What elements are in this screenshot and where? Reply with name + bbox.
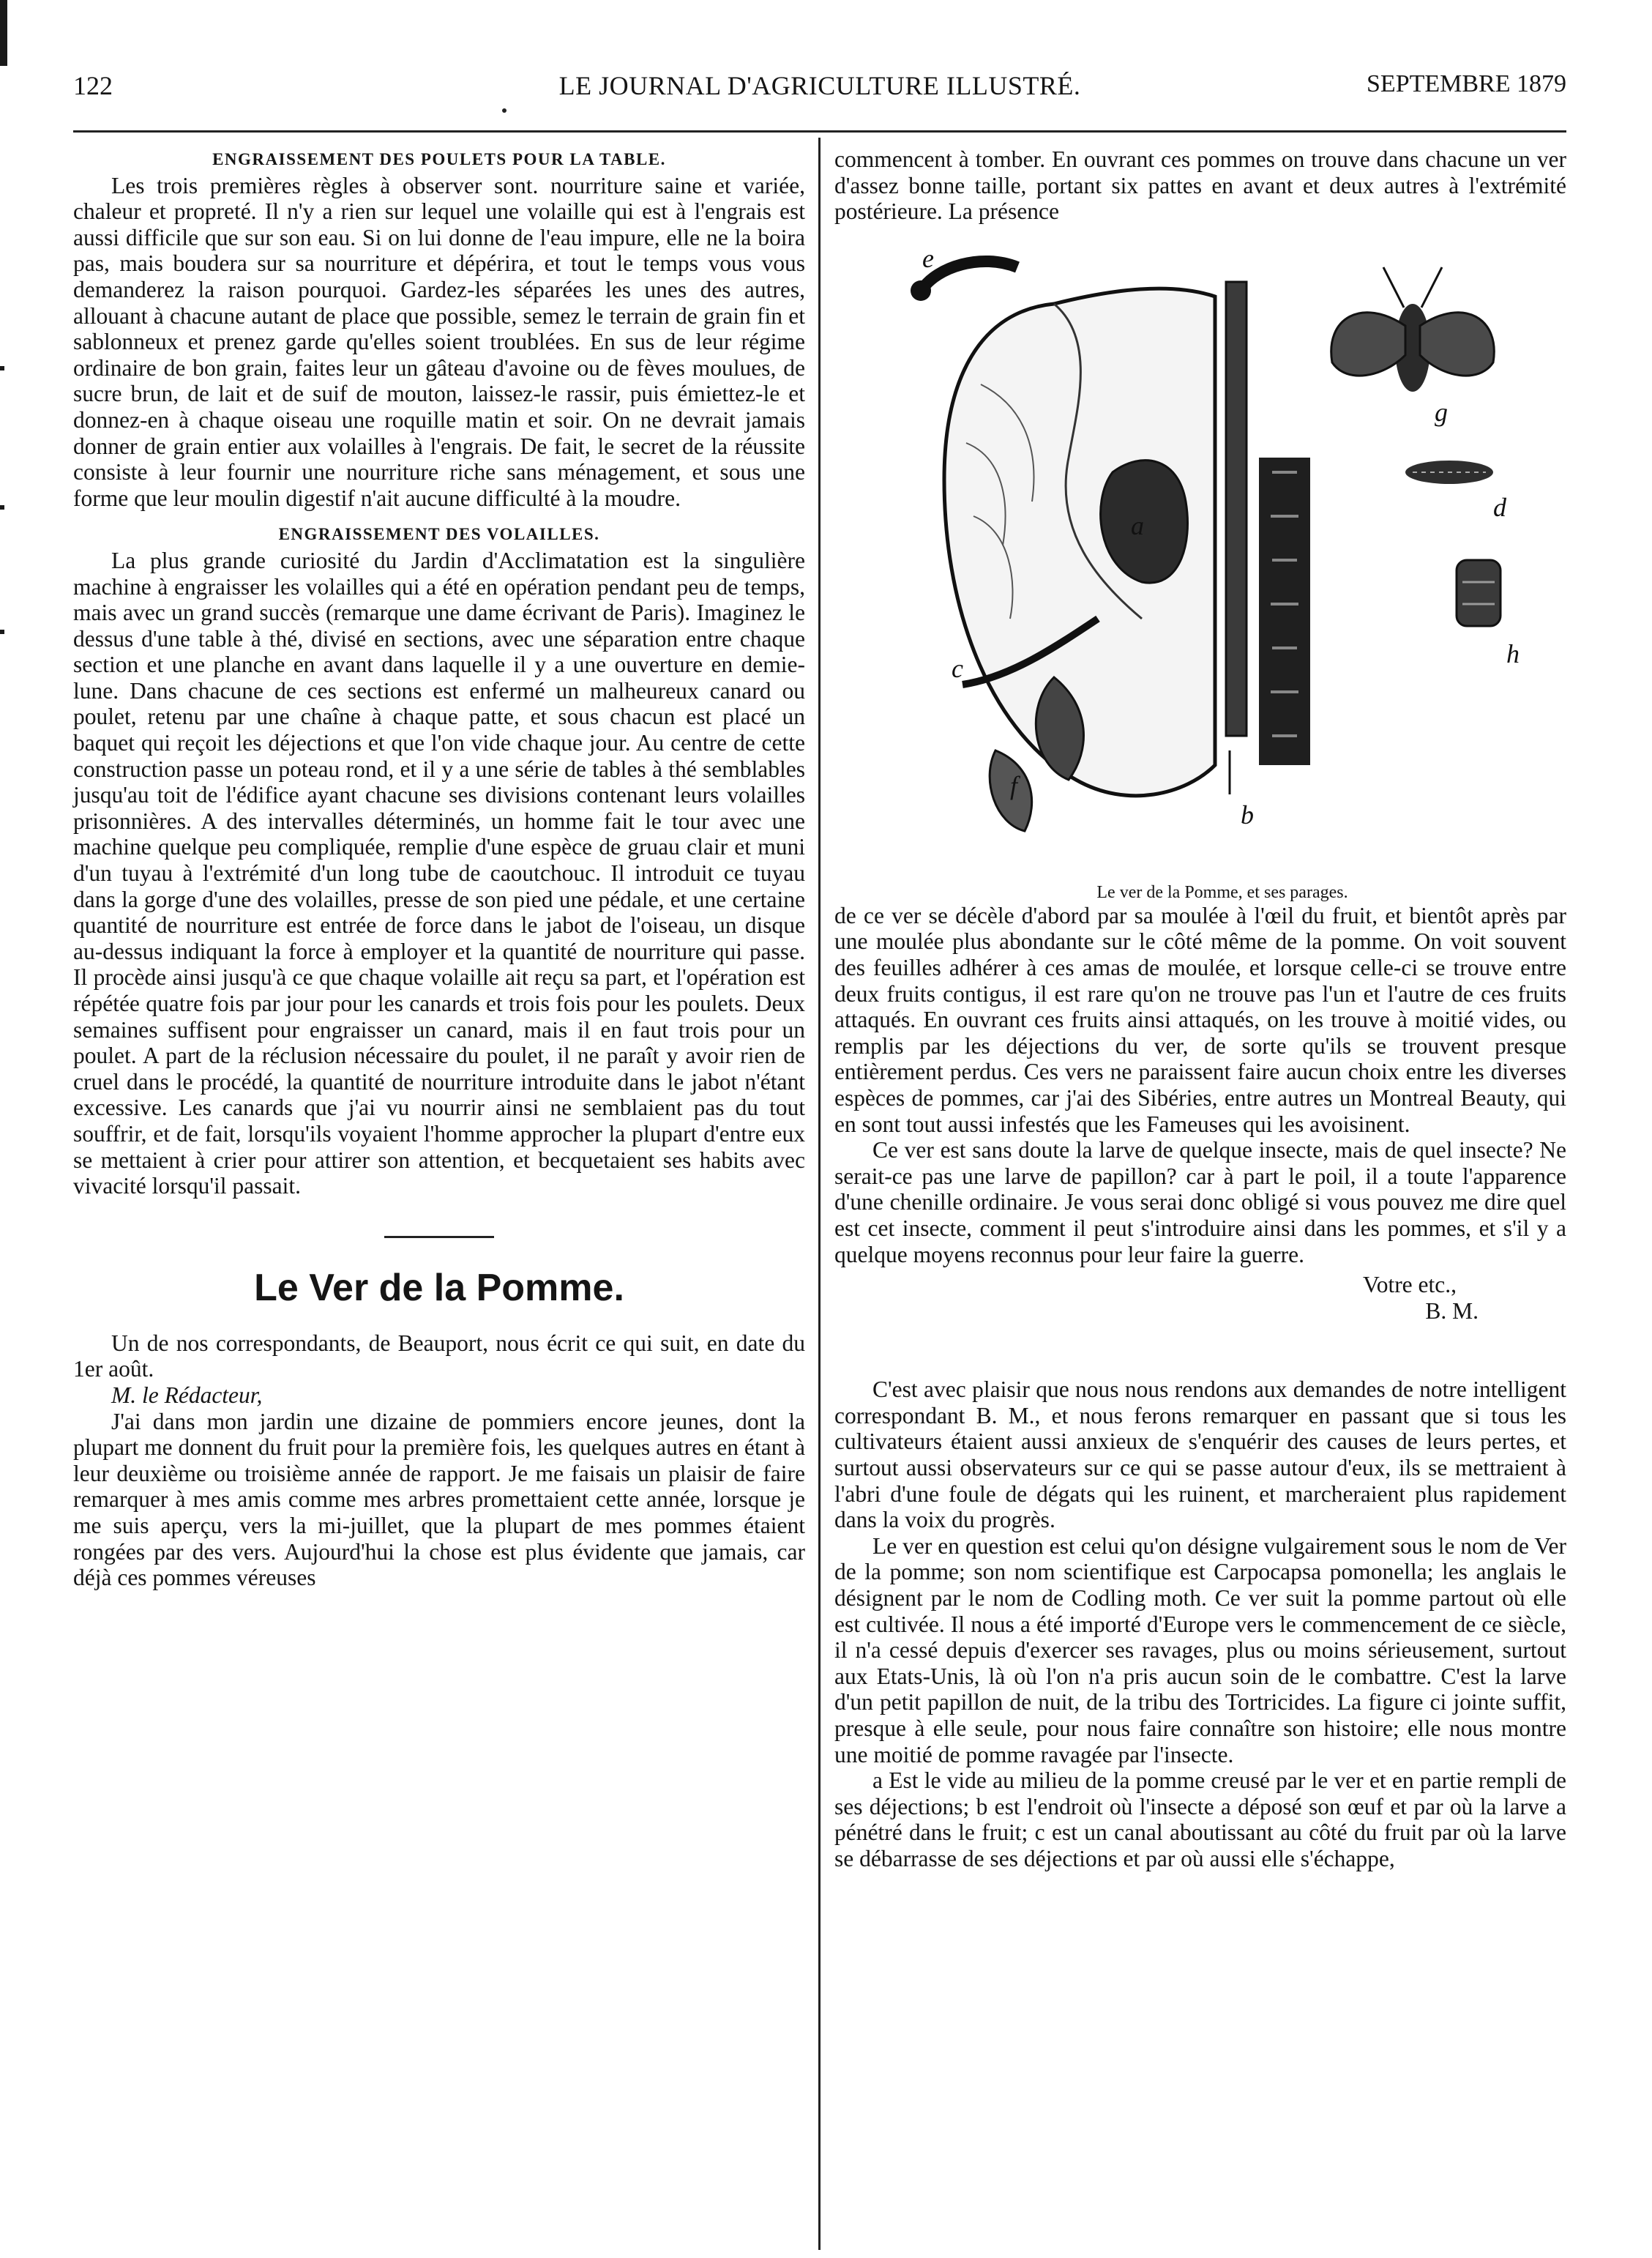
paragraph: C'est avec plaisir que nous nous rendons aux demandes de notre intelligent correspondant B. M., et nous ferons remarquer en passant que si tous les cultivateurs étaient aussi anxieux de s'enquérir des causes de leurs pertes, et surtout aussi observateurs sur ce qui se passe autour d'eux, ils se mettraient à l'abri d'une foule de dégats qui les ruinent, et marcheraient plus rapidement dans la voix du progrès. (834, 1376, 1566, 1533)
spacer (834, 1324, 1566, 1376)
paragraph: Le ver en question est celui qu'on désigne vulgairement sous le nom de Ver de la pomme; son nom scientifique est Carpocapsa pomonella; les anglais le désignent par le nom de Codling moth. Ce ver suit la pomme partout où elle est cultivée. Il nous a été importé d'Europe vers le commencement de ce siècle, il n'a cessé depuis d'exercer ses ravages, plus ou moins sérieusement, surtout aux Etats-Unis, là où l'on n'a pris aucun soin de le combattre. C'est la larve d'un petit papillon de nuit, de la tribu des Tortricides. La figure ci jointe suffit, presque à elle seule, pour nous faire connaître son histoire; elle nous montre une moitié de pomme ravagée par l'insecte. (834, 1532, 1566, 1767)
paragraph: Ce ver est sans doute la larve de quelque insecte, mais de quel insecte? Ne serait-ce pas une larve de papillon? car à part le poil, il a toute l'apparence d'une chenille ordinaire. Je vous serai donc obligé si vous pouvez me dire quel est cet insecte, comment il peut s'introduire ainsi dans les pommes, et s'il y a quelque moyens reconnus pour leur faire la guerre. (834, 1137, 1566, 1267)
column-rule (818, 138, 821, 2250)
figure-label-f: f (1010, 770, 1018, 800)
page-edge-mark (0, 505, 4, 510)
figure-label-g: g (1435, 397, 1448, 427)
issue-date: SEPTEMBRE 1879 (1367, 70, 1566, 97)
figure-label-a: a (1131, 510, 1144, 540)
paragraph: a Est le vide au milieu de la pomme creusé par le ver et en partie rempli de ses déjections; b est l'endroit où l'insecte a déposé son œuf et par où la larve a pénétré dans le fruit; c est un canal aboutissant au côté du fruit par où la larve se débarrasse de ses déjections et par où aussi elle s'échappe, (834, 1767, 1566, 1871)
paragraph: La plus grande curiosité du Jardin d'Acclimatation est la singulière machine à engraisser les volailles qui a été en opération pendant peu de temps, mais avec un grand succès (remarque une dame écrivant de Paris). Imaginez le dessus d'une table à thé, divisé en sections, avec une séparation entre chaque section et une planche en avant dans laquelle il y a une ouverture en demie-lune. Dans chacune de ces sections est enfermé un malheureux canard ou poulet, retenu par une chaîne à chaque patte, et sous chacun est placé un baquet qui reçoit les déjections et que l'on vide chaque jour. Au centre de cette construction passe un poteau rond, et il y a une série de tables à thé semblables jusqu'au toit de l'édifice ayant chacune ses divisions contenant leurs volailles prisonnières. A des intervalles déterminés, un homme fait le tour avec une machine quelque peu compliquée, remplie d'une espèce de gruau clair et muni d'un tuyau à l'extrémité d'un long tube de caoutchouc. Il introduit ce tuyau dans la gorge d'une des volailles, presse de son pied une pédale, et une certaine quantité de nourriture est entrée de force dans le jabot de l'oiseau, un disque au-dessus indiquant la force à employer et la quantité de nourriture qui passe. Il procède ainsi jusqu'à ce que chaque volaille ait reçu sa part, et l'opération est répétée quatre fois par jour pour les canards et trois fois pour les poulets. Deux semaines suffisent pour engraisser un canard, mais il en faut trois pour un poulet. A part de la réclusion nécessaire du poulet, il ne paraît y avoir rien de cruel dans le procédé, la quantité de nourriture introduite dans le jabot n'étant excessive. Les canards que j'ai vu nourrir ainsi ne semblaient pas du tout souffrir, et de fait, lorsqu'ils voyaient l'homme approcher la plupart d'entre eux se mettaient à crier pour attirer son attention, et becquetaient ses habits avec vivacité lorsqu'il passait. (73, 547, 805, 1199)
letter-salutation: M. le Rédacteur, (111, 1382, 263, 1408)
journal-title: LE JOURNAL D'AGRICULTURE ILLUSTRÉ. (558, 71, 1081, 100)
section-heading: ENGRAISSEMENT DES VOLAILLES. (278, 525, 600, 544)
paragraph: J'ai dans mon jardin une dizaine de pommiers encore jeunes, dont la plupart me donnent du fruit pour la première fois, les quelques autres en étant à leur deuxième ou troisième année de rapport. Je me faisais un plaisir de faire remarquer à mes amis comme mes arbres promettaient cette année, lorsque je me suis aperçu, vers la mi-juillet, que la plupart de mes pommes étaient rongées par des vers. Aujourd'hui la chose est plus évidente que jamais, car déjà ces pommes véreuses (73, 1408, 805, 1591)
figure-label-h: h (1506, 638, 1520, 668)
paragraph: commencent à tomber. En ouvrant ces pommes on trouve dans chacune un ver d'assez bonne taille, portant six pattes en avant et deux autres à l'extrémité postérieure. La présence (834, 146, 1566, 225)
header-dot (502, 108, 507, 113)
page-edge-mark (0, 366, 4, 370)
figure-label-b: b (1241, 800, 1254, 830)
page-number: 122 (73, 71, 113, 100)
page-edge-mark (0, 630, 4, 634)
left-column (73, 146, 805, 1591)
header-rule (73, 130, 1566, 133)
figure-label-c: c (952, 653, 963, 683)
paragraph: de ce ver se décèle d'abord par sa moulée à l'œil du fruit, et bientôt après par une moulée plus abondante sur le côté même de la pomme. On voit souvent des feuilles adhérer à ces amas de moulée, et lorsque celle-ci se trouve entre deux fruits contigus, il est rare qu'on ne trouve pas l'un et l'autre de ces fruits attaqués. En ouvrant ces fruits ainsi attaqués, on les trouve à moitié vides, ou remplis par les déjections du ver, de sorte qu'ils se trouvent presque entièrement perdus. Ces vers ne paraissent faire aucun choix entre les diverses espèces de pommes, car j'ai des Sibéries, entre autres un Montreal Beauty, qui en sont tout aussi infestés que les Fameuses qui les avoisinent. (834, 902, 1566, 1137)
figure-caption: Le ver de la Pomme, et ses parages. (1096, 882, 1348, 902)
apple-worm-illustration (834, 238, 1566, 882)
right-column (834, 146, 1566, 1872)
article-title: Le Ver de la Pomme. (254, 1266, 624, 1309)
article-intro: Un de nos correspondants, de Beauport, nous écrit ce qui suit, en date du 1er août. (73, 1330, 805, 1382)
page-edge-mark (0, 0, 7, 66)
running-header (73, 70, 1566, 114)
letter-closing: Votre etc., (1363, 1272, 1457, 1298)
figure-codling-moth (834, 238, 1610, 902)
article-separator (384, 1236, 494, 1238)
section-heading: ENGRAISSEMENT DES POULETS POUR LA TABLE. (212, 150, 666, 168)
letter-signature: B. M. (1425, 1297, 1479, 1324)
figure-label-e: e (922, 243, 934, 273)
paragraph: Les trois premières règles à observer sont. nourriture saine et variée, chaleur et propreté. Il n'y a rien sur lequel une volaille qui est à l'engrais est aussi difficile que sur son eau. Si on lui donne de l'eau impure, elle ne la boira pas, mais boudera sur sa nourriture et dépérira, et tout le temps vous vous demanderez la raison pourquoi. Gardez-les séparées les unes des autres, allouant à chacune autant de place que possible, semez le terrain de grain fin et sablonneux et prenez garde qu'elles soient troublées. En sus de leur régime ordinaire de bon grain, faites leur un gâteau d'avoine ou de fèves moulues, de sucre brun, de lait et de suif de mouton, laissez-le rassir, puis émiettez-le et donnez-en à chaque oiseau une roquille matin et soir. On ne devrait jamais donner de grain entier aux volailles à l'engrais. De fait, le secret de la réussite consiste à leur fournir une nourriture riche sans ménagement, et sous une forme que leur moulin digestif n'ait aucune difficulté à la moudre. (73, 172, 805, 511)
figure-label-d: d (1493, 492, 1506, 522)
